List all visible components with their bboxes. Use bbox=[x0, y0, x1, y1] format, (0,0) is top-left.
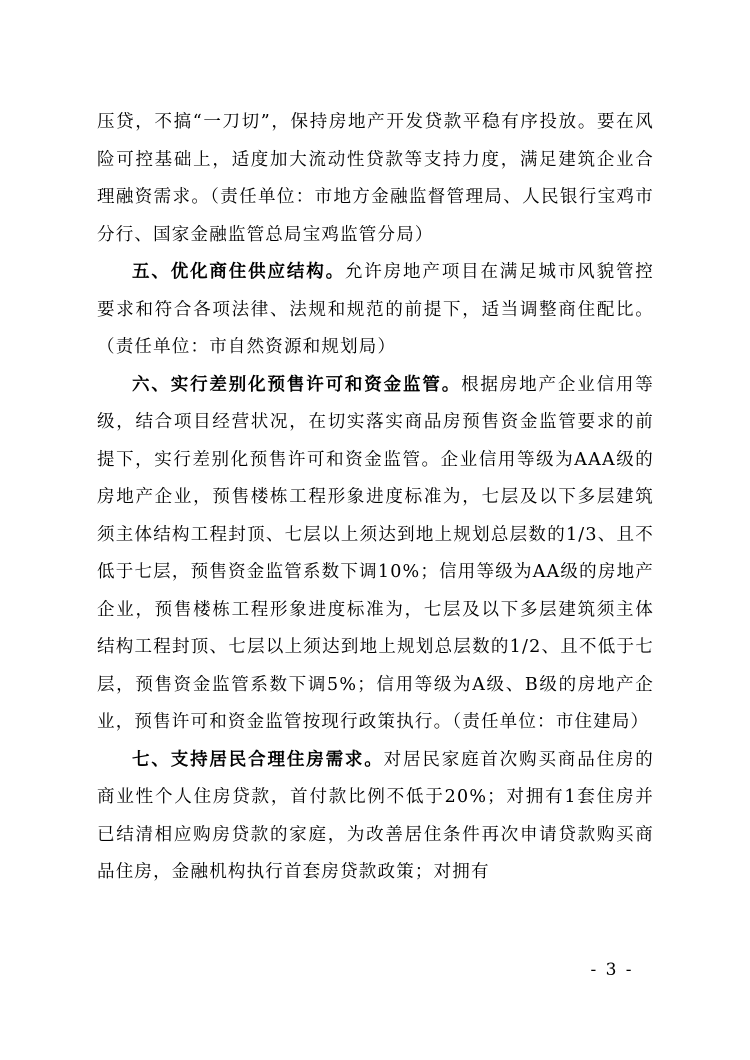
paragraph-text: 允许房地产项目在满足城市风貌管控要求和符合各项法律、法规和规范的前提下，适当调整商住配比。（责任单位：市自然资源和规划局） bbox=[97, 262, 654, 357]
section-heading: 六、实行差别化预售许可和资金监管。 bbox=[132, 374, 462, 395]
paragraph-text: 对居民家庭首次购买商品住房的商业性个人住房贷款，首付款比例不低于20%；对拥有1套住房并已结清相应购房贷款的家庭，为改善居住条件再次申请贷款购买商品住房，金融机构执行首套房贷款政策；对拥有 bbox=[97, 749, 654, 882]
paragraph-section-7 bbox=[97, 742, 654, 892]
section-heading: 七、支持居民合理住房需求。 bbox=[132, 749, 384, 770]
paragraph-section-6 bbox=[97, 367, 654, 742]
paragraph-text: 压贷，不搞“一刀切”，保持房地产开发贷款平稳有序投放。要在风险可控基础上，适度加大流动性贷款等支持力度，满足建筑企业合理融资需求。（责任单位：市地方金融监督管理局、人民银行宝鸡市分行、国家金融监管总局宝鸡监管分局） bbox=[97, 112, 654, 245]
section-heading: 五、优化商住供应结构。 bbox=[132, 262, 345, 282]
page-number: - 3 - bbox=[590, 960, 634, 980]
paragraph-continuation bbox=[97, 104, 654, 254]
paragraph-text: 根据房地产企业信用等级，结合项目经营状况，在切实落实商品房预售资金监管要求的前提下，实行差别化预售许可和资金监管。企业信用等级为AAA级的房地产企业，预售楼栋工程形象进度标准为，七层及以下多层建筑须主体结构工程封顶、七层以上须达到地上规划总层数的1/3、且不低于七层，预售资金监管系数下调10%；信用等级为AA级的房地产企业，预售楼栋工程形象进度标准为，七层及以下多层建筑须主体结构工程封顶、七层以上须达到地上规划总层数的1/2、且不低于七层，预售资金监管系数下调5%；信用等级为A级、B级的房地产企业，预售许可和资金监管按现行政策执行。（责任单位：市住建局） bbox=[97, 374, 654, 732]
document-body bbox=[97, 104, 654, 892]
paragraph-section-5 bbox=[97, 254, 654, 367]
